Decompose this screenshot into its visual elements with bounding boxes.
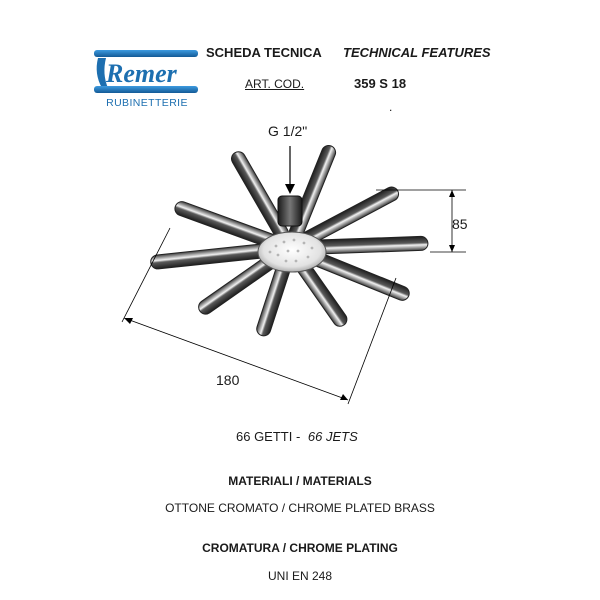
sheet-label: SCHEDA TECNICA (206, 45, 322, 60)
art-code-label: ART. COD. (245, 77, 305, 91)
jets-line (236, 429, 358, 444)
logo-subtitle: RUBINETTERIE (106, 97, 188, 109)
shower-head-drawing (100, 118, 500, 418)
materials-title: MATERIALI / MATERIALS (228, 474, 372, 488)
jets-en: 66 JETS (307, 429, 358, 444)
thread-label: G 1/2" (268, 123, 308, 139)
connector (278, 196, 302, 226)
jets-it: 66 GETTI - (236, 429, 301, 444)
art-code-value: 359 S 18 (354, 76, 407, 91)
svg-text:Remer: Remer (106, 59, 177, 88)
sheet-label-en: TECHNICAL FEATURES (343, 45, 491, 60)
center-disc (258, 232, 326, 272)
width-label: 180 (216, 372, 240, 388)
plating-title: CROMATURA / CHROME PLATING (202, 541, 398, 555)
plating-value: UNI EN 248 (267, 569, 333, 583)
dot-mark: . (389, 100, 393, 114)
height-label: 85 (452, 216, 468, 232)
materials-value: OTTONE CROMATO / CHROME PLATED BRASS (165, 501, 435, 515)
